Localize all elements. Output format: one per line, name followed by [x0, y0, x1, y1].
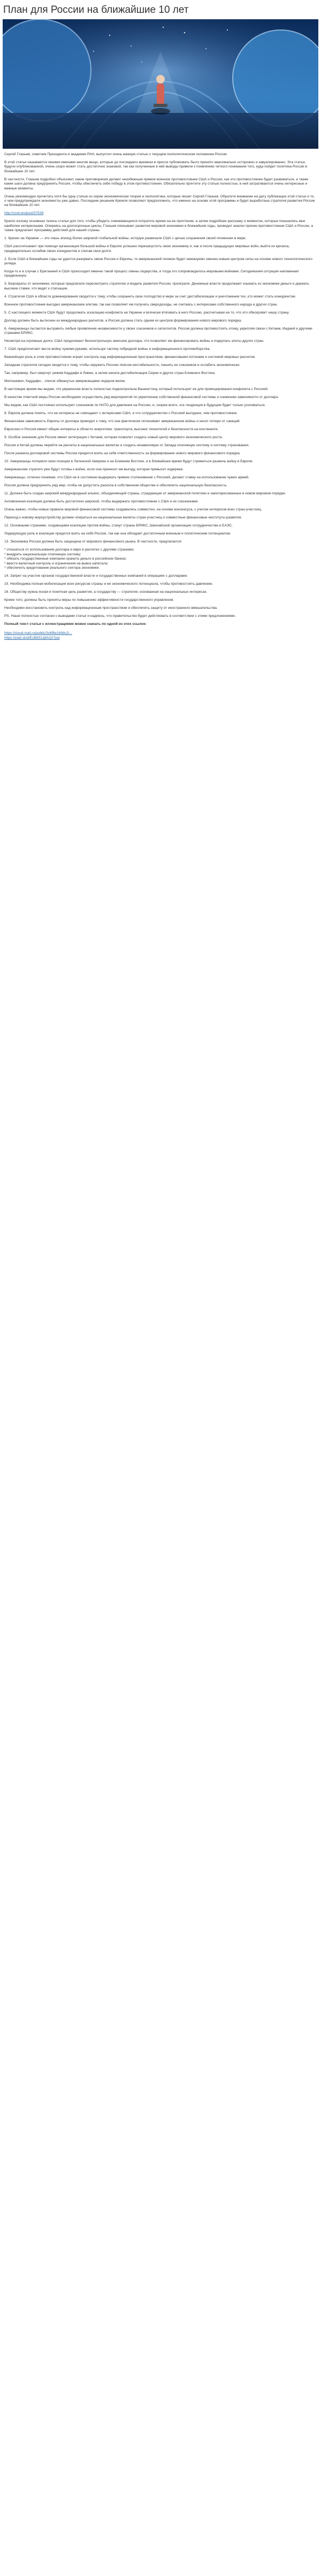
paragraph: Милошевич, Каддафи... список обманутых американцами лидеров велик.: [4, 379, 126, 384]
paragraph: В качестве ответной меры России необходимо осуществить ряд мероприятий по укреплению собственной финансовой системы и снижению зависимости от доллара.: [4, 395, 279, 400]
full-text-note: Полный текст статьи с иллюстрациями можно скачать по одной из этих ссылок:: [4, 622, 147, 626]
paragraph: Доллар должен быть вытеснен из международных расчетов, а Россия должна стать одним из центров формирования нового мирового порядка.: [4, 318, 242, 323]
paragraph: Американцы, отлично понимая, что США не в состоянии выдержать прямое столкновение с Россией, делают ставку на использование чужих армий.: [4, 476, 249, 480]
paragraph: В этой статье называются своими именами многие вещи, которые до последнего времени в прессе публиковать было принято максимально осторожно и завуалированно. Эта статья, будучи опубликованной, очень скоро может стать достаточно знаковой, так как полученные в ней выводы привели к появлению четкого понимания того, куда пойдет политика России в ближайшие 10 лет.: [4, 160, 308, 173]
article-title: План для России на ближайшие 10 лет: [3, 4, 189, 16]
paragraph: Американские стратеги уже будут готовы к войне, если она принесет им выгоду, которая превысит издержки.: [4, 468, 184, 472]
paragraph: После развала долларовой системы России придется взять на себя ответственность за формирование нового мирового финансового порядка.: [4, 452, 241, 456]
paragraph: Так, например, был свергнут режим Каддафи в Ливии, а затем начата дестабилизация Сирии и других стран Ближнего Востока.: [4, 371, 216, 376]
download-link[interactable]: https://cloud.mail.ru/public/3c6f8e1b9dc2/...: [4, 631, 72, 635]
paragraph: Финансовая зависимость Европы от доллара приводит к тому, что она фактически оплачивает американские войны и несет потери от санкций.: [4, 419, 241, 424]
hero-illustration: [3, 19, 318, 149]
download-link[interactable]: https://yadi.sk/d/EsB6S1q9AQz7pw: [4, 636, 60, 640]
paragraph: 3. Бюрократы от экономики, которые предлагали пересмотреть стратегию и модель развития России, проиграли. Денежные власти продолжают изымать из экономики деньги и держать высокие ставки, что ведет к стагнации.: [4, 282, 309, 291]
paragraph: В частности, Глазьев подробно объясняет, какие противоречия делают неизбежным прямое военное противостояние США и России, как это противостояние будет развиваться, а также какие шаги должна предпринять Россия, чтобы обеспечить себе победу в этом противостоянии. Обязательно прочтите эту статью полностью, в ней затрагиваются очень интересные и важные моменты.: [4, 177, 309, 190]
paragraph: 4. Стратегия США в области доминирования сводится к тому, чтобы сохранить свое господство в мире за счет дестабилизации и уничтожения тех, кто может стать конкурентом.: [4, 294, 296, 299]
download-links: [4, 630, 317, 641]
paragraph: 7. США предпочитают вести войну чужими руками, используя тактику гибридной войны и информационного противоборства.: [4, 347, 211, 351]
paragraph: Сергей Глазьев, советник Президента и академик РАН, выпустил очень важную статью о текущем геополитическом положении России.: [4, 152, 228, 156]
paragraph: Евросоюз и Россия имеют общие интересы в области энергетики, транспорта, высоких технологий и безопасности на континенте.: [4, 427, 219, 432]
source-link[interactable]: http://cont.ws/post/37539: [4, 211, 44, 216]
paragraph: Переход к новому мироустройству должен опираться на национальные валюты стран-участниц и совместные финансовые институты развития.: [4, 516, 242, 520]
paragraph: Лидирующую роль в коалиции придется взять на себя России, так как она обладает достаточным военным и политическим потенциалом.: [4, 532, 231, 536]
paragraph: 14. Запрет на участие органов государственной власти и государственных компаний в операциях с долларами.: [4, 574, 188, 578]
paragraph: Мы видим, как США постоянно используют союзников по НАТО для давления на Россию, и, скорее всего, эта тенденция в будущем будет только усиливаться.: [4, 403, 266, 408]
paragraph: 12. Основными странами, создающими коалицию против войны, станут страны БРИКС, Шанхайской организации сотрудничества и ЕАЭС.: [4, 524, 233, 528]
paragraph: 6. Американцы пытаются вытравить любые проявления независимости у своих союзников и сателлитов. Россия должна противостоять этому, укрепляя связи с Китаем, Индией и другими странами БРИКС.: [4, 326, 312, 335]
paragraph: Необходимо восстановить контроль над информационным пространством и обеспечить защиту от иностранного вмешательства.: [4, 606, 218, 610]
paragraph: 9. Особое значение для России имеет интеграция с Китаем, которая позволит создать новый центр мирового экономического роста.: [4, 435, 223, 440]
paragraph: Когда-то и в случае с Британией и США происходил именно такой процесс смены лидерства, и тогда это сопровождалось мировыми войнами. Сегодняшняя ситуация напоминает предвоенную.: [4, 270, 300, 278]
paragraph: Россия и Китай должны перейти на расчеты в национальных валютах и создать независимую от Запада платежную систему и систему страхования.: [4, 444, 249, 448]
article-page: [0, 0, 321, 641]
paragraph: Россия должна предпринять ряд мер, чтобы не допустить раскола в собственном обществе и обеспечить национальную безопасность.: [4, 484, 228, 488]
article-body: [3, 149, 318, 641]
paragraph: 2. Если США в ближайшие годы не удастся разорвать связи России и Европы, то американский гегемон будет неминуемо сменен новым центром силы на основе нового технологического уклада.: [4, 257, 312, 266]
paragraph: США рассчитывают при помощи организации большой войны в Европе успешно перезапустить свою экономику и, как и после предыдущих мировых войн, выйти из кризиса, предварительно ослабив своих конкурентов и списав свои долги.: [4, 244, 290, 253]
paragraph: В настоящее время мы видим, что украинская власть полностью подконтрольна Вашингтону, который использует ее для провоцирования конфликта с Россией.: [4, 387, 269, 392]
paragraph: Кратко изложу основные тезисы статьи для того, чтобы убедить сомневающихся потратить время на ее прочтение, а затем подробнее расскажу о моментах, которые показались мне наиболее интересными. Опираясь на долгосрочные циклы, Глазьев описывает развитие мировой экономики в ближайшие годы, проводит анализ причин противостояния США и России, а также предлагает программу действий для нашей страны.: [4, 219, 314, 233]
paragraph: 5. С настоящего момента США будут продолжать эскалацию конфликта на Украине и всячески втягивать в него Россию, рассчитывая на то, что это обескровит нашу страну.: [4, 310, 289, 315]
paragraph: 8. Европа должна понять, что ее интересы не совпадают с интересами США, и что сотрудничество с Россией выгоднее, чем противостояние.: [4, 411, 238, 416]
paragraph: Очень рекомендую прочитать хотя бы одну статью из серии экономическая теория и геополитика, которые пишет Сергей Глазьев. Обратите внимание на дату публикации этой статьи и то, о чем предупреждали экономисты уже давно. Последние решения Кремля позволяют предположить, что именно на основе этой программы и будет выработана стратегия развития России на ближайшие 10 лет.: [4, 194, 315, 208]
hero-image: [3, 19, 318, 149]
paragraph: 15. Необходима полная мобилизация всех ресурсов страны и ее экономического потенциала, чтобы противостоять давлению.: [4, 582, 213, 586]
paragraph: * отказаться от использования доллара и евро в расчетах с другими странами; * внедрить национальную платежную систему; * обязать государственные компании хранить деньги в российских банках; * ввести валютный контроль и ограничения на вывоз капитала; * обеспечить кредитование реального сектора экономики.: [4, 548, 134, 570]
paragraph: 1. Кризис на Украине — это лишь эпизод более широкой глобальной войны, которую развязали США с целью сохранения своей гегемонии в мире.: [4, 236, 247, 241]
paragraph: 10. Американцы потеряли свои позиции в Латинской Америке и на Ближнем Востоке, и в ближайшее время будут стремиться разжечь войну в Европе.: [4, 460, 254, 464]
paragraph: Антивоенная коалиция должна быть достаточно широкой, чтобы выдержать противостояние с США и их союзниками.: [4, 500, 199, 504]
paragraph: Очень важно, чтобы новые правила мировой финансовой системы создавались совместно, на основе консенсуса, с учетом интересов всех стран-участниц.: [4, 508, 262, 512]
paragraph: РS. Наше полностью согласен с выводами статьи и надеюсь, что правительство будет действовать в соответствии с этими предложениями.: [4, 614, 236, 618]
paragraph: 13. Экономика России должна быть защищена от мирового финансового рынка. В частности, предлагается:: [4, 540, 182, 544]
paragraph: Кроме того, должны быть приняты меры по повышению эффективности государственного управления.: [4, 598, 174, 602]
paragraph: Западная стратегия сегодня сводится к тому, чтобы окружить Россию поясом нестабильности, лишить ее союзников и ослабить экономически.: [4, 363, 240, 368]
paragraph: 11. Должен быть создан широкий международный альянс, объединяющий страны, страдающие от американской политики и заинтересованные в новом мировом порядке.: [4, 492, 286, 496]
paragraph: Важнейшую роль в этом противостоянии играет контроль над информационным пространством, финансовыми потоками и системой мировых расчетов.: [4, 355, 256, 360]
paragraph: Военное противостояние выгодно американским элитам, так как позволяет им получать сверхдоходы, не считаясь с интересами собственного народа и других стран.: [4, 302, 278, 307]
paragraph: Несмотря на огромные долги, США продолжают бесконтрольную эмиссию доллара, что позволяет им финансировать войны и подкупать элиты других стран.: [4, 339, 264, 343]
paragraph: 16. Обществу нужна ясная и понятная цель развития, а государству — стратегия, основанная на национальных интересах.: [4, 590, 208, 594]
